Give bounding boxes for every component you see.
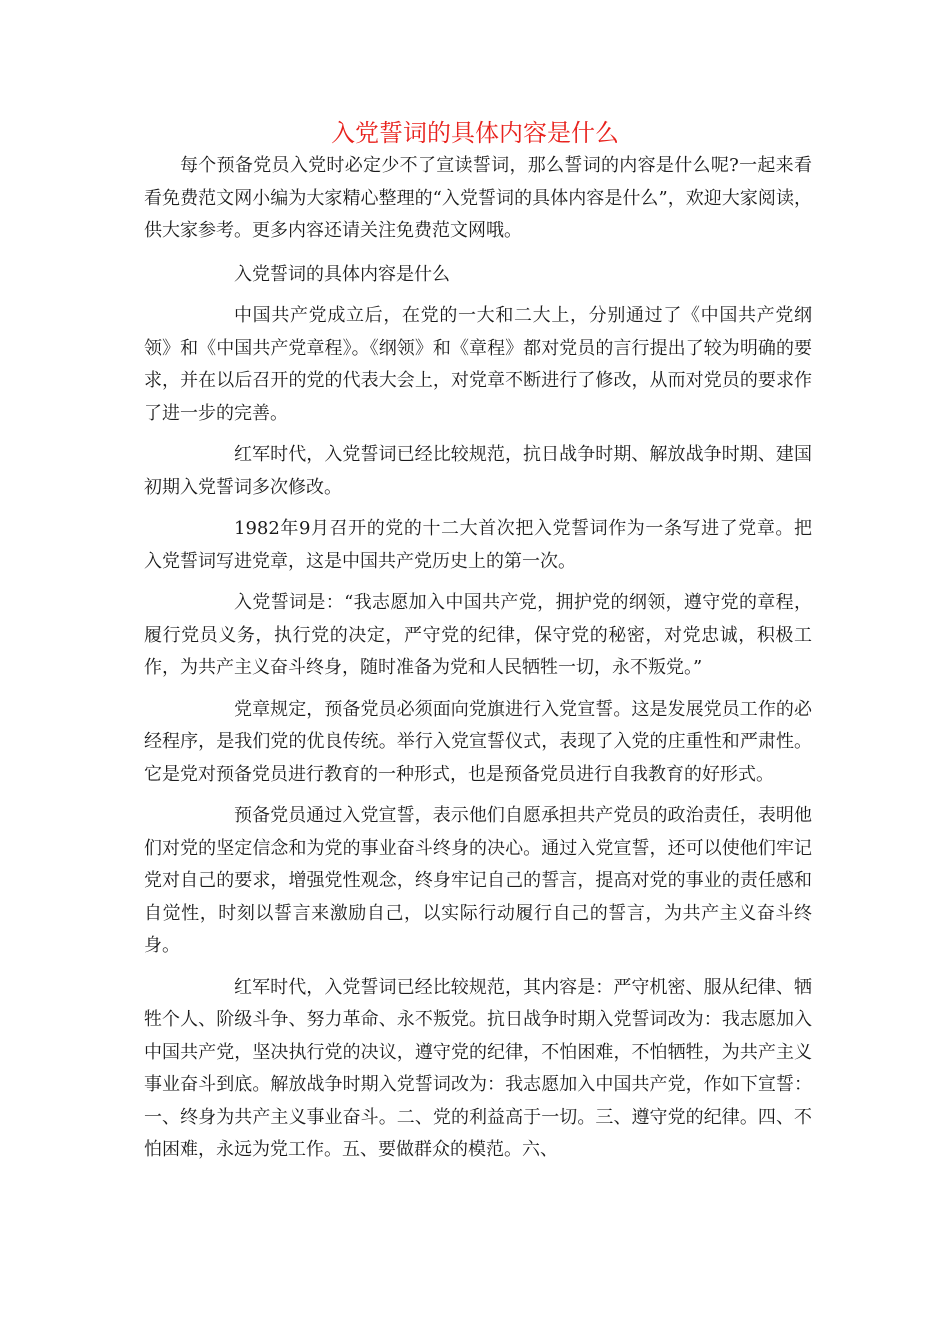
section-heading: 入党誓词的具体内容是什么 <box>234 263 450 285</box>
body-paragraph: 中国共产党成立后，在党的一大和二大上，分别通过了《中国共产党纲领》和《中国共产党章程》。《纲领》和《章程》都对党员的言行提出了较为明确的要求，并在以后召开的党的代表大会上，对党章不断进行了修改，从而对党员的要求作了进一步的完善。 <box>144 305 812 424</box>
body-paragraph: 预备党员通过入党宣誓，表示他们自愿承担共产党员的政治责任，表明他们对党的坚定信念和为党的事业奋斗终身的决心。通过入党宣誓，还可以使他们牢记党对自己的要求，增强党性观念，终身牢记自己的誓言，提高对党的事业的责任感和自觉性，时刻以誓言来激励自己，以实际行动履行自己的誓言，为共产主义奋斗终身。 <box>144 805 812 956</box>
body-paragraph: 1982年9月召开的党的十二大首次把入党誓词作为一条写进了党章。把入党誓词写进党章，这是中国共产党历史上的第一次。 <box>144 518 812 572</box>
oath-paragraph: 入党誓词是：“我志愿加入中国共产党，拥护党的纲领，遵守党的章程，履行党员义务，执行党的决定，严守党的纪律，保守党的秘密，对党忠诚，积极工作，为共产主义奋斗终身，随时准备为党和人民牺牲一切，永不叛党。” <box>144 592 812 678</box>
body-paragraph: 红军时代，入党誓词已经比较规范，其内容是：严守机密、服从纪律、牺牲个人、阶级斗争、努力革命、永不叛党。抗日战争时期入党誓词改为：我志愿加入中国共产党，坚决执行党的决议，遵守党的纪律，不怕困难，不怕牺牲，为共产主义事业奋斗到底。解放战争时期入党誓词改为：我志愿加入中国共产党，作如下宣誓：一、终身为共产主义事业奋斗。二、党的利益高于一切。三、遵守党的纪律。四、不怕困难，永远为党工作。五、要做群众的模范。六、 <box>144 976 812 1160</box>
document-body <box>144 150 812 1176</box>
body-paragraph: 红军时代，入党誓词已经比较规范，抗日战争时期、解放战争时期、建国初期入党誓词多次修改。 <box>144 444 812 498</box>
intro-paragraph: 每个预备党员入党时必定少不了宣读誓词，那么誓词的内容是什么呢?一起来看看免费范文网小编为大家精心整理的“入党誓词的具体内容是什么”，欢迎大家阅读，供大家参考。更多内容还请关注免费范文网哦。 <box>144 155 812 241</box>
body-paragraph: 党章规定，预备党员必须面向党旗进行入党宣誓。这是发展党员工作的必经程序，是我们党的优良传统。举行入党宣誓仪式，表现了入党的庄重性和严肃性。它是党对预备党员进行教育的一种形式，也是预备党员进行自我教育的好形式。 <box>144 698 812 785</box>
document-title: 入党誓词的具体内容是什么 <box>331 119 619 147</box>
